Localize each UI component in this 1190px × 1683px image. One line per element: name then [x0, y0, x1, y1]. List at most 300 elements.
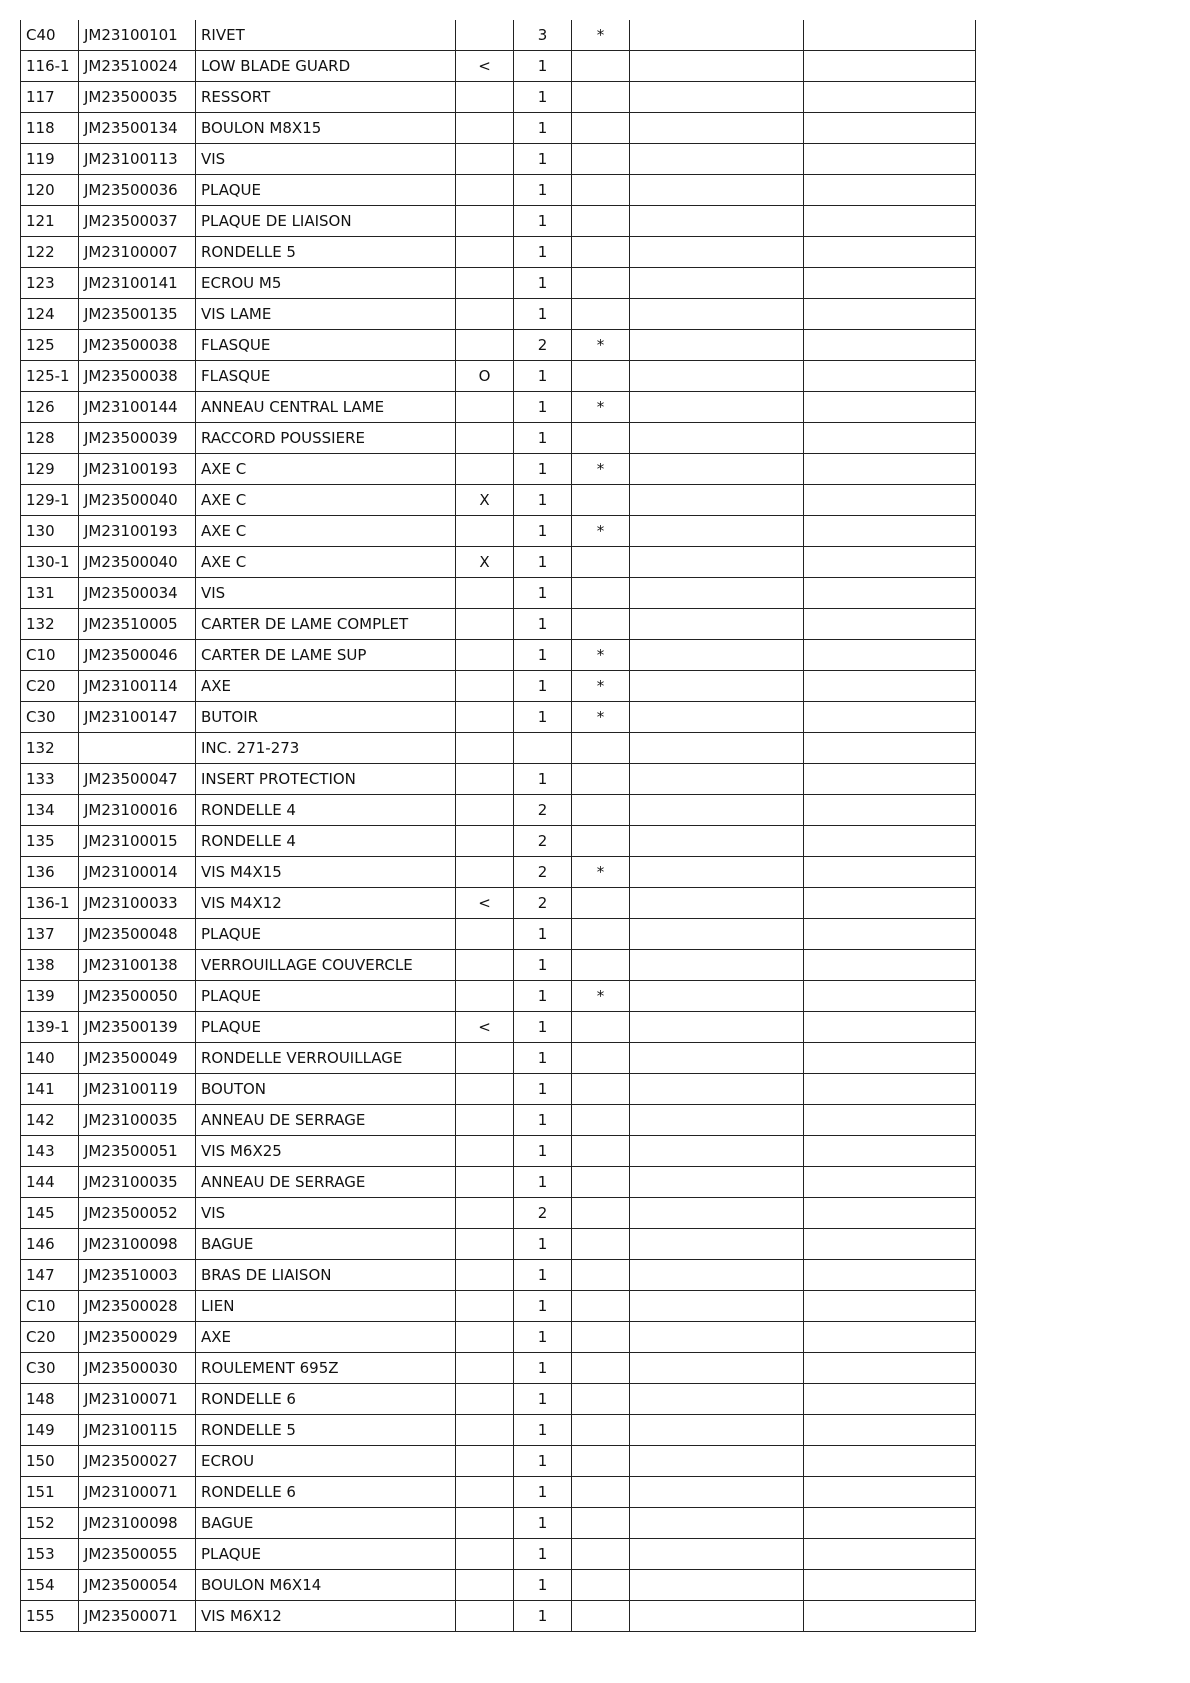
blank-cell-b — [804, 1570, 976, 1601]
ref-cell: C40 — [21, 20, 79, 51]
part-number-cell: JM23100193 — [79, 516, 196, 547]
mark-cell — [456, 1167, 514, 1198]
designation-cell: AXE C — [196, 516, 456, 547]
table-row — [21, 299, 976, 330]
blank-cell-a — [630, 206, 804, 237]
star-cell — [572, 1601, 630, 1632]
blank-cell-a — [630, 1136, 804, 1167]
mark-cell — [456, 950, 514, 981]
table-row — [21, 640, 976, 671]
blank-cell-b — [804, 671, 976, 702]
blank-cell-b — [804, 1353, 976, 1384]
mark-cell — [456, 795, 514, 826]
blank-cell-a — [630, 423, 804, 454]
mark-cell: < — [456, 888, 514, 919]
table-row — [21, 175, 976, 206]
table-row — [21, 516, 976, 547]
blank-cell-a — [630, 1508, 804, 1539]
blank-cell-b — [804, 268, 976, 299]
ref-cell: 116-1 — [21, 51, 79, 82]
blank-cell-a — [630, 857, 804, 888]
table-row — [21, 981, 976, 1012]
blank-cell-a — [630, 950, 804, 981]
quantity-cell: 1 — [514, 547, 572, 578]
part-number-cell — [79, 733, 196, 764]
designation-cell: AXE C — [196, 485, 456, 516]
blank-cell-b — [804, 361, 976, 392]
designation-cell: BOULON M6X14 — [196, 1570, 456, 1601]
star-cell — [572, 1198, 630, 1229]
part-number-cell: JM23100016 — [79, 795, 196, 826]
table-row — [21, 423, 976, 454]
star-cell — [572, 547, 630, 578]
quantity-cell: 1 — [514, 1384, 572, 1415]
ref-cell: 155 — [21, 1601, 79, 1632]
designation-cell: BUTOIR — [196, 702, 456, 733]
mark-cell — [456, 857, 514, 888]
part-number-cell: JM23500040 — [79, 485, 196, 516]
star-cell — [572, 1260, 630, 1291]
blank-cell-a — [630, 1477, 804, 1508]
quantity-cell: 1 — [514, 609, 572, 640]
blank-cell-b — [804, 1477, 976, 1508]
ref-cell: 120 — [21, 175, 79, 206]
designation-cell: ECROU M5 — [196, 268, 456, 299]
quantity-cell: 1 — [514, 299, 572, 330]
star-cell: * — [572, 702, 630, 733]
part-number-cell: JM23100015 — [79, 826, 196, 857]
blank-cell-b — [804, 702, 976, 733]
blank-cell-a — [630, 826, 804, 857]
ref-cell: 138 — [21, 950, 79, 981]
part-number-cell: JM23500038 — [79, 361, 196, 392]
part-number-cell: JM23510005 — [79, 609, 196, 640]
blank-cell-b — [804, 1043, 976, 1074]
blank-cell-a — [630, 485, 804, 516]
designation-cell: VIS M4X12 — [196, 888, 456, 919]
mark-cell — [456, 640, 514, 671]
mark-cell — [456, 454, 514, 485]
part-number-cell: JM23100144 — [79, 392, 196, 423]
blank-cell-a — [630, 1291, 804, 1322]
table-row — [21, 578, 976, 609]
blank-cell-b — [804, 82, 976, 113]
ref-cell: 125 — [21, 330, 79, 361]
quantity-cell: 1 — [514, 144, 572, 175]
quantity-cell: 1 — [514, 1105, 572, 1136]
blank-cell-b — [804, 144, 976, 175]
blank-cell-b — [804, 919, 976, 950]
designation-cell: BAGUE — [196, 1508, 456, 1539]
part-number-cell: JM23500027 — [79, 1446, 196, 1477]
table-row — [21, 330, 976, 361]
blank-cell-a — [630, 1322, 804, 1353]
star-cell — [572, 361, 630, 392]
table-row — [21, 764, 976, 795]
blank-cell-b — [804, 485, 976, 516]
designation-cell: BAGUE — [196, 1229, 456, 1260]
blank-cell-a — [630, 609, 804, 640]
ref-cell: 150 — [21, 1446, 79, 1477]
blank-cell-a — [630, 1167, 804, 1198]
quantity-cell: 1 — [514, 1043, 572, 1074]
ref-cell: 136 — [21, 857, 79, 888]
blank-cell-b — [804, 795, 976, 826]
star-cell — [572, 609, 630, 640]
blank-cell-a — [630, 702, 804, 733]
part-number-cell: JM23500034 — [79, 578, 196, 609]
designation-cell: RONDELLE 5 — [196, 1415, 456, 1446]
mark-cell — [456, 733, 514, 764]
part-number-cell: JM23500139 — [79, 1012, 196, 1043]
blank-cell-b — [804, 857, 976, 888]
table-row — [21, 1198, 976, 1229]
star-cell — [572, 206, 630, 237]
blank-cell-b — [804, 1322, 976, 1353]
ref-cell: 135 — [21, 826, 79, 857]
table-row — [21, 1508, 976, 1539]
blank-cell-a — [630, 795, 804, 826]
blank-cell-b — [804, 733, 976, 764]
mark-cell — [456, 1229, 514, 1260]
table-row — [21, 795, 976, 826]
ref-cell: 152 — [21, 1508, 79, 1539]
designation-cell: PLAQUE DE LIAISON — [196, 206, 456, 237]
mark-cell — [456, 826, 514, 857]
quantity-cell: 1 — [514, 1508, 572, 1539]
table-row — [21, 392, 976, 423]
blank-cell-b — [804, 423, 976, 454]
mark-cell — [456, 237, 514, 268]
mark-cell — [456, 1601, 514, 1632]
star-cell — [572, 578, 630, 609]
star-cell — [572, 175, 630, 206]
table-row — [21, 1229, 976, 1260]
blank-cell-b — [804, 392, 976, 423]
mark-cell — [456, 1043, 514, 1074]
star-cell: * — [572, 20, 630, 51]
quantity-cell: 1 — [514, 423, 572, 454]
blank-cell-b — [804, 1539, 976, 1570]
mark-cell — [456, 1353, 514, 1384]
blank-cell-b — [804, 826, 976, 857]
quantity-cell: 1 — [514, 206, 572, 237]
mark-cell — [456, 299, 514, 330]
ref-cell: 148 — [21, 1384, 79, 1415]
table-row — [21, 1353, 976, 1384]
blank-cell-b — [804, 578, 976, 609]
designation-cell: AXE C — [196, 454, 456, 485]
table-row — [21, 733, 976, 764]
part-number-cell: JM23500039 — [79, 423, 196, 454]
blank-cell-b — [804, 1136, 976, 1167]
ref-cell: 134 — [21, 795, 79, 826]
blank-cell-b — [804, 1167, 976, 1198]
quantity-cell: 1 — [514, 1477, 572, 1508]
mark-cell — [456, 330, 514, 361]
ref-cell: 149 — [21, 1415, 79, 1446]
table-row — [21, 1322, 976, 1353]
part-number-cell: JM23500040 — [79, 547, 196, 578]
blank-cell-a — [630, 888, 804, 919]
part-number-cell: JM23500135 — [79, 299, 196, 330]
quantity-cell: 1 — [514, 919, 572, 950]
quantity-cell: 1 — [514, 1291, 572, 1322]
mark-cell — [456, 919, 514, 950]
part-number-cell: JM23100115 — [79, 1415, 196, 1446]
part-number-cell: JM23500071 — [79, 1601, 196, 1632]
quantity-cell: 1 — [514, 1446, 572, 1477]
part-number-cell: JM23500049 — [79, 1043, 196, 1074]
designation-cell: LIEN — [196, 1291, 456, 1322]
designation-cell: VERROUILLAGE COUVERCLE — [196, 950, 456, 981]
table-row — [21, 113, 976, 144]
ref-cell: 153 — [21, 1539, 79, 1570]
part-number-cell: JM23100033 — [79, 888, 196, 919]
part-number-cell: JM23500051 — [79, 1136, 196, 1167]
designation-cell: RONDELLE 4 — [196, 826, 456, 857]
ref-cell: C20 — [21, 671, 79, 702]
ref-cell: 132 — [21, 609, 79, 640]
designation-cell: BRAS DE LIAISON — [196, 1260, 456, 1291]
ref-cell: 141 — [21, 1074, 79, 1105]
blank-cell-b — [804, 888, 976, 919]
blank-cell-b — [804, 1105, 976, 1136]
designation-cell: PLAQUE — [196, 919, 456, 950]
ref-cell: 147 — [21, 1260, 79, 1291]
part-number-cell: JM23510003 — [79, 1260, 196, 1291]
star-cell — [572, 144, 630, 175]
designation-cell: ANNEAU CENTRAL LAME — [196, 392, 456, 423]
ref-cell: 140 — [21, 1043, 79, 1074]
mark-cell — [456, 1198, 514, 1229]
ref-cell: 128 — [21, 423, 79, 454]
quantity-cell: 1 — [514, 516, 572, 547]
table-row — [21, 609, 976, 640]
mark-cell: X — [456, 547, 514, 578]
quantity-cell: 1 — [514, 237, 572, 268]
quantity-cell: 1 — [514, 1136, 572, 1167]
blank-cell-a — [630, 237, 804, 268]
blank-cell-b — [804, 950, 976, 981]
quantity-cell: 1 — [514, 485, 572, 516]
blank-cell-b — [804, 51, 976, 82]
designation-cell: LOW BLADE GUARD — [196, 51, 456, 82]
designation-cell: INC. 271-273 — [196, 733, 456, 764]
quantity-cell: 1 — [514, 392, 572, 423]
designation-cell: PLAQUE — [196, 1012, 456, 1043]
table-row — [21, 1167, 976, 1198]
designation-cell: VIS — [196, 1198, 456, 1229]
blank-cell-a — [630, 144, 804, 175]
quantity-cell: 1 — [514, 1229, 572, 1260]
table-row — [21, 1539, 976, 1570]
ref-cell: C20 — [21, 1322, 79, 1353]
table-row — [21, 1291, 976, 1322]
table-row — [21, 671, 976, 702]
table-row — [21, 1136, 976, 1167]
part-number-cell: JM23500047 — [79, 764, 196, 795]
star-cell — [572, 113, 630, 144]
blank-cell-a — [630, 361, 804, 392]
mark-cell — [456, 981, 514, 1012]
ref-cell: 131 — [21, 578, 79, 609]
part-number-cell: JM23500029 — [79, 1322, 196, 1353]
mark-cell — [456, 671, 514, 702]
quantity-cell: 1 — [514, 82, 572, 113]
quantity-cell: 1 — [514, 51, 572, 82]
quantity-cell: 1 — [514, 1570, 572, 1601]
mark-cell — [456, 1291, 514, 1322]
blank-cell-a — [630, 1198, 804, 1229]
blank-cell-b — [804, 547, 976, 578]
blank-cell-a — [630, 1570, 804, 1601]
ref-cell: 126 — [21, 392, 79, 423]
quantity-cell: 1 — [514, 981, 572, 1012]
designation-cell: RONDELLE 4 — [196, 795, 456, 826]
part-number-cell: JM23500028 — [79, 1291, 196, 1322]
ref-cell: 129-1 — [21, 485, 79, 516]
star-cell — [572, 826, 630, 857]
star-cell — [572, 764, 630, 795]
table-row — [21, 919, 976, 950]
blank-cell-b — [804, 1508, 976, 1539]
star-cell — [572, 733, 630, 764]
part-number-cell: JM23100035 — [79, 1167, 196, 1198]
table-row — [21, 206, 976, 237]
designation-cell: PLAQUE — [196, 1539, 456, 1570]
blank-cell-a — [630, 1260, 804, 1291]
mark-cell — [456, 423, 514, 454]
part-number-cell: JM23500050 — [79, 981, 196, 1012]
blank-cell-a — [630, 113, 804, 144]
blank-cell-b — [804, 1291, 976, 1322]
star-cell — [572, 1043, 630, 1074]
mark-cell — [456, 578, 514, 609]
ref-cell: 139 — [21, 981, 79, 1012]
blank-cell-b — [804, 981, 976, 1012]
ref-cell: 117 — [21, 82, 79, 113]
designation-cell: VIS M4X15 — [196, 857, 456, 888]
mark-cell — [456, 1322, 514, 1353]
blank-cell-a — [630, 733, 804, 764]
mark-cell — [456, 1570, 514, 1601]
star-cell — [572, 888, 630, 919]
mark-cell: < — [456, 51, 514, 82]
table-row — [21, 82, 976, 113]
ref-cell: 125-1 — [21, 361, 79, 392]
designation-cell: AXE — [196, 1322, 456, 1353]
designation-cell: BOULON M8X15 — [196, 113, 456, 144]
ref-cell: 118 — [21, 113, 79, 144]
quantity-cell: 2 — [514, 857, 572, 888]
blank-cell-b — [804, 20, 976, 51]
quantity-cell: 1 — [514, 268, 572, 299]
table-row — [21, 20, 976, 51]
mark-cell — [456, 20, 514, 51]
ref-cell: 142 — [21, 1105, 79, 1136]
table-row — [21, 361, 976, 392]
table-row — [21, 1384, 976, 1415]
quantity-cell: 1 — [514, 764, 572, 795]
mark-cell — [456, 1508, 514, 1539]
mark-cell — [456, 1105, 514, 1136]
blank-cell-b — [804, 175, 976, 206]
star-cell — [572, 1322, 630, 1353]
ref-cell: 119 — [21, 144, 79, 175]
quantity-cell: 1 — [514, 1012, 572, 1043]
star-cell — [572, 1136, 630, 1167]
star-cell — [572, 51, 630, 82]
designation-cell: VIS — [196, 144, 456, 175]
ref-cell: C10 — [21, 640, 79, 671]
part-number-cell: JM23500134 — [79, 113, 196, 144]
part-number-cell: JM23510024 — [79, 51, 196, 82]
table-row — [21, 826, 976, 857]
blank-cell-a — [630, 1601, 804, 1632]
blank-cell-a — [630, 578, 804, 609]
blank-cell-b — [804, 299, 976, 330]
star-cell — [572, 1074, 630, 1105]
designation-cell: ANNEAU DE SERRAGE — [196, 1167, 456, 1198]
designation-cell: RONDELLE 6 — [196, 1384, 456, 1415]
table-row — [21, 1446, 976, 1477]
table-row — [21, 950, 976, 981]
quantity-cell: 1 — [514, 1074, 572, 1105]
designation-cell: CARTER DE LAME COMPLET — [196, 609, 456, 640]
blank-cell-b — [804, 454, 976, 485]
mark-cell: < — [456, 1012, 514, 1043]
designation-cell: FLASQUE — [196, 361, 456, 392]
star-cell — [572, 950, 630, 981]
designation-cell: VIS M6X12 — [196, 1601, 456, 1632]
part-number-cell: JM23500038 — [79, 330, 196, 361]
blank-cell-a — [630, 1105, 804, 1136]
mark-cell — [456, 1136, 514, 1167]
blank-cell-a — [630, 671, 804, 702]
star-cell — [572, 82, 630, 113]
star-cell — [572, 1353, 630, 1384]
quantity-cell: 1 — [514, 1353, 572, 1384]
ref-cell: 122 — [21, 237, 79, 268]
table-row — [21, 1415, 976, 1446]
mark-cell — [456, 1260, 514, 1291]
blank-cell-b — [804, 1198, 976, 1229]
star-cell — [572, 1446, 630, 1477]
mark-cell — [456, 516, 514, 547]
parts-table — [20, 20, 976, 1632]
mark-cell — [456, 1539, 514, 1570]
designation-cell: VIS M6X25 — [196, 1136, 456, 1167]
star-cell — [572, 1539, 630, 1570]
part-number-cell: JM23500054 — [79, 1570, 196, 1601]
table-row — [21, 237, 976, 268]
part-number-cell: JM23500052 — [79, 1198, 196, 1229]
designation-cell: RONDELLE 5 — [196, 237, 456, 268]
blank-cell-b — [804, 640, 976, 671]
part-number-cell: JM23100014 — [79, 857, 196, 888]
table-row — [21, 857, 976, 888]
quantity-cell: 2 — [514, 795, 572, 826]
part-number-cell: JM23500036 — [79, 175, 196, 206]
part-number-cell: JM23100101 — [79, 20, 196, 51]
designation-cell: RESSORT — [196, 82, 456, 113]
part-number-cell: JM23500055 — [79, 1539, 196, 1570]
quantity-cell: 1 — [514, 950, 572, 981]
blank-cell-a — [630, 919, 804, 950]
quantity-cell: 2 — [514, 330, 572, 361]
blank-cell-b — [804, 1415, 976, 1446]
